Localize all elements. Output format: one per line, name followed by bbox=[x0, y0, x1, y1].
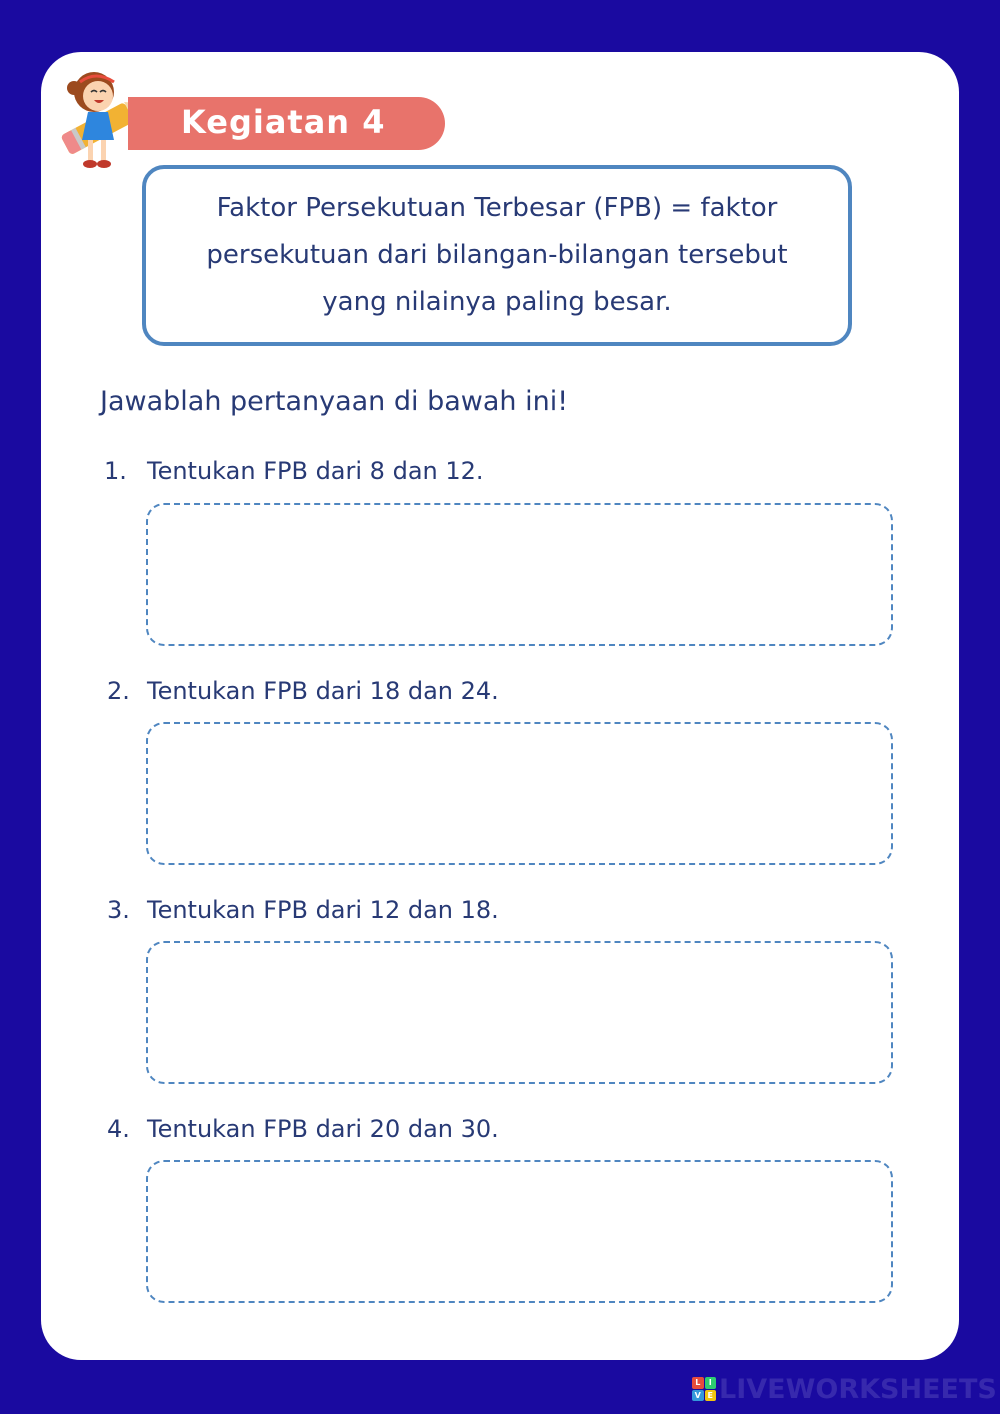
answer-box-1[interactable] bbox=[146, 503, 893, 646]
answer-box-2[interactable] bbox=[146, 722, 893, 865]
question-text: Tentukan FPB dari 20 dan 30. bbox=[147, 1115, 499, 1143]
question-number: 3. bbox=[107, 896, 130, 924]
question-text: Tentukan FPB dari 12 dan 18. bbox=[147, 896, 499, 924]
definition-line: Faktor Persekutuan Terbesar (FPB) = faktor bbox=[216, 193, 778, 223]
definition-line: persekutuan dari bilangan-bilangan tersebut bbox=[206, 240, 788, 270]
liveworksheets-logo-icon bbox=[692, 1377, 716, 1401]
logo-letter: V bbox=[692, 1390, 704, 1402]
question-text: Tentukan FPB dari 8 dan 12. bbox=[147, 457, 484, 485]
question-number: 4. bbox=[107, 1115, 130, 1143]
question-number: 1. bbox=[104, 457, 127, 485]
page-title: Kegiatan 4 bbox=[181, 103, 386, 141]
definition-text bbox=[206, 185, 787, 326]
question-number: 2. bbox=[107, 677, 130, 705]
answer-box-3[interactable] bbox=[146, 941, 893, 1084]
logo-letter: E bbox=[705, 1390, 717, 1402]
logo-letter: L bbox=[692, 1377, 704, 1389]
answer-box-4[interactable] bbox=[146, 1160, 893, 1303]
watermark-text: LIVEWORKSHEETS bbox=[719, 1373, 997, 1405]
definition-line: yang nilainya paling besar. bbox=[322, 287, 672, 317]
instruction-text: Jawablah pertanyaan di bawah ini! bbox=[100, 386, 569, 417]
logo-letter: I bbox=[705, 1377, 717, 1389]
liveworksheets-watermark bbox=[692, 1374, 997, 1404]
question-text: Tentukan FPB dari 18 dan 24. bbox=[147, 677, 499, 705]
definition-box bbox=[142, 165, 852, 346]
